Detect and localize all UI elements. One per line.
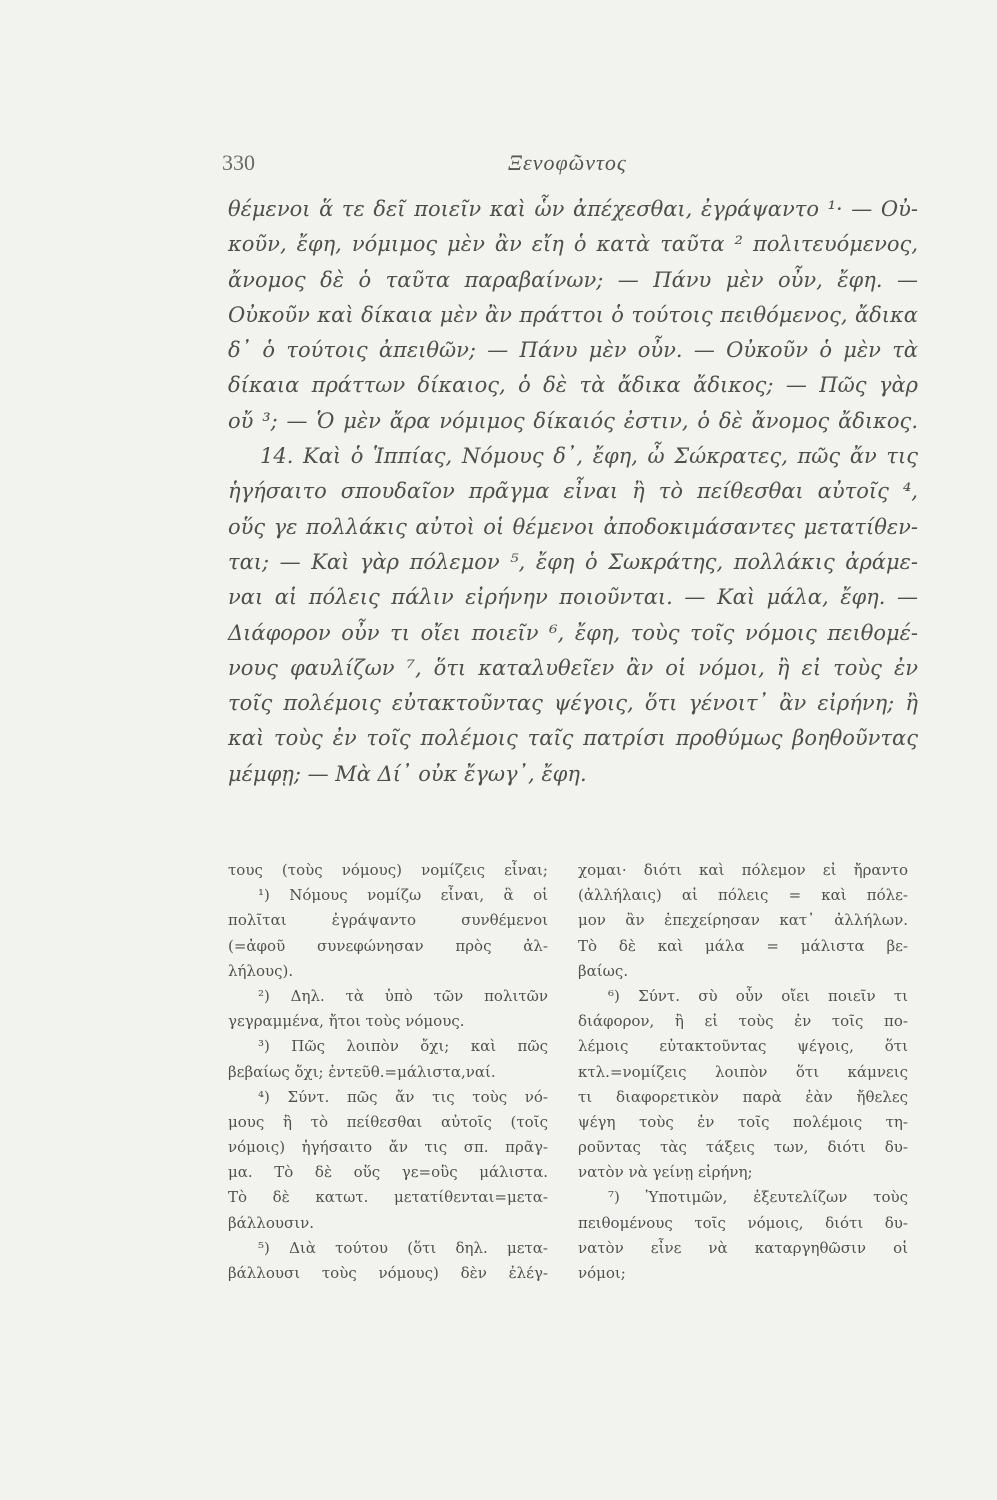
footnote-line: Τὸ δὲ καὶ μάλα = μάλιστα βε- [578,936,908,955]
main-text-line: Οὐκοῦν καὶ δίκαια μὲν ἂν πράττοι ὁ τούτοις πειθόμενος, ἄδικα [228,302,918,327]
footnote-line: μους ἢ τὸ πείθεσθαι αὐτοῖς (τοῖς [228,1112,548,1131]
main-text-line: ἡγήσαιτο σπουδαῖον πρᾶγμα εἶναι ἢ τὸ πείθεσθαι αὐτοῖς ⁴, [228,479,918,504]
footnote-line: βεβαίως ὄχι; ἐντεῦθ.=μάλιστα,ναί. [228,1062,496,1081]
main-text-line: μέμφῃ; — Μὰ Δί᾿ οὐκ ἔγωγ᾿, ἔφη. [228,761,587,786]
footnote-line: γεγραμμένα, ἤτοι τοὺς νόμους. [228,1012,465,1031]
footnote-line: τι διαφορετικὸν παρὰ ἐὰν ἤθελες [578,1087,908,1106]
main-text-line: νους φαυλίζων ⁷, ὅτι καταλυθεῖεν ἂν οἱ νόμοι, ἢ εἰ τοὺς ἐν [228,655,918,680]
main-text-line: καὶ τοὺς ἐν τοῖς πολέμοις ταῖς πατρίσι προθύμως βοηθοῦντας [228,726,918,751]
footnote-line: (=ἀφοῦ συνεφώνησαν πρὸς ἀλ- [228,936,548,955]
footnote-line: κτλ.=νομίζεις λοιπὸν ὅτι κάμνεις [578,1062,908,1081]
footnote-line: μα. Τὸ δὲ οὕς γε=οὓς μάλιστα. [228,1163,548,1182]
footnote-line: ροῦντας τὰς τάξεις των, διότι δυ- [578,1138,908,1157]
footnote-line: ψέγη τοὺς ἐν τοῖς πολέμοις τη- [578,1112,908,1131]
footnote-line: νατὸν νὰ γείνῃ εἰρήνη; [578,1163,753,1182]
footnote-line: ⁶) Σύντ. σὺ οὖν οἴει ποιεῖν τι [608,986,908,1005]
footnote-line: βάλλουσιν. [228,1213,314,1232]
main-text-line: ται; — Καὶ γὰρ πόλεμον ⁵, ἔφη ὁ Σωκράτης, πολλάκις ἀράμε- [228,549,918,574]
footnote-line: ²) Δηλ. τὰ ὑπὸ τῶν πολιτῶν [258,986,548,1005]
footnote-line: λήλους). [228,961,294,980]
main-text-line: ἄνομος δὲ ὁ ταῦτα παραβαίνων; — Πάνυ μὲν οὖν, ἔφη. — [228,267,918,292]
footnote-line: ¹) Νόμους νομίζω εἶναι, ἃ οἱ [258,886,548,905]
footnote-line: διάφορον, ἢ εἰ τοὺς ἐν τοῖς πο- [578,1012,908,1031]
footnote-line: λέμοις εὐτακτοῦντας ψέγοις, ὅτι [578,1037,908,1056]
footnote-line: Τὸ δὲ κατωτ. μετατίθενται=μετα- [228,1188,548,1207]
footnote-line: νόμοι; [578,1264,626,1282]
main-text-line: οὔ ³; — Ὁ μὲν ἄρα νόμιμος δίκαιός ἐστιν, ὁ δὲ ἄνομος ἄδικος. [228,408,918,433]
main-text-line: οὕς γε πολλάκις αὐτοὶ οἱ θέμενοι ἀποδοκιμάσαντες μετατίθεν- [228,514,918,539]
footnote-line: ³) Πῶς λοιπὸν ὄχι; καὶ πῶς [258,1037,548,1056]
footnote-line: πολῖται ἐγράψαντο συνθέμενοι [228,911,548,930]
footnotes-left-column [228,858,548,1286]
footnote-line: βάλλουσι τοὺς νόμους) δὲν ἐλέγ- [228,1264,548,1282]
page-number: 330 [222,150,255,175]
footnote-line: ⁷) Ὑποτιμῶν, ἐξευτελίζων τοὺς [608,1188,908,1207]
footnote-line: χομαι· διότι καὶ πόλεμον εἰ ἤραντο [578,861,908,879]
footnote-line: ⁴) Σύντ. πῶς ἄν τις τοὺς νό- [258,1087,548,1106]
footnote-line: τους (τοὺς νόμους) νομίζεις εἶναι; [228,861,548,879]
main-text-line: δίκαια πράττων δίκαιος, ὁ δὲ τὰ ἄδικα ἄδικος; — Πῶς γὰρ [228,373,918,398]
footnote-line: μον ἂν ἐπεχείρησαν κατ᾿ ἀλλήλων. [578,911,908,930]
footnote-line: βαίως. [578,961,629,980]
main-text-line: τοῖς πολέμοις εὐτακτοῦντας ψέγοις, ὅτι γένοιτ᾿ ἂν εἰρήνη; ἢ [228,691,918,716]
footnote-line: ⁵) Διὰ τούτου (ὅτι δηλ. μετα- [258,1238,548,1257]
main-text-line: δ᾿ ὁ τούτοις ἀπειθῶν; — Πάνυ μὲν οὖν. — Οὐκοῦν ὁ μὲν τὰ [228,338,918,363]
footnotes-right-column [578,858,908,1286]
main-text-line: ναι αἱ πόλεις πάλιν εἰρήνην ποιοῦνται. — Καὶ μάλα, ἔφη. — [228,585,918,610]
main-text-line: 14. Καὶ ὁ Ἱππίας, Νόμους δ᾿, ἔφη, ὦ Σώκρατες, πῶς ἄν τις [260,444,918,469]
footnote-line: νατὸν εἶνε νὰ καταργηθῶσιν οἱ [578,1238,908,1257]
footnote-line: (ἀλλήλαις) αἱ πόλεις = καὶ πόλε- [578,886,908,905]
main-text-block [228,192,918,792]
running-title: Ξενοφῶντος [508,150,627,175]
main-text-line: κοῦν, ἔφη, νόμιμος μὲν ἂν εἴη ὁ κατὰ ταῦτα ² πολιτευόμενος, [228,232,918,257]
footnote-line: νόμοις) ἡγήσαιτο ἄν τις σπ. πρᾶγ- [228,1138,548,1157]
footnote-line: πειθομένους τοῖς νόμοις, διότι δυ- [578,1213,908,1232]
main-text-line: Διάφορον οὖν τι οἴει ποιεῖν ⁶, ἔφη, τοὺς τοῖς νόμοις πειθομέ- [228,620,918,645]
main-text-line: θέμενοι ἅ τε δεῖ ποιεῖν καὶ ὧν ἀπέχεσθαι, ἐγράψαντο ¹· — Οὐ- [228,197,918,221]
